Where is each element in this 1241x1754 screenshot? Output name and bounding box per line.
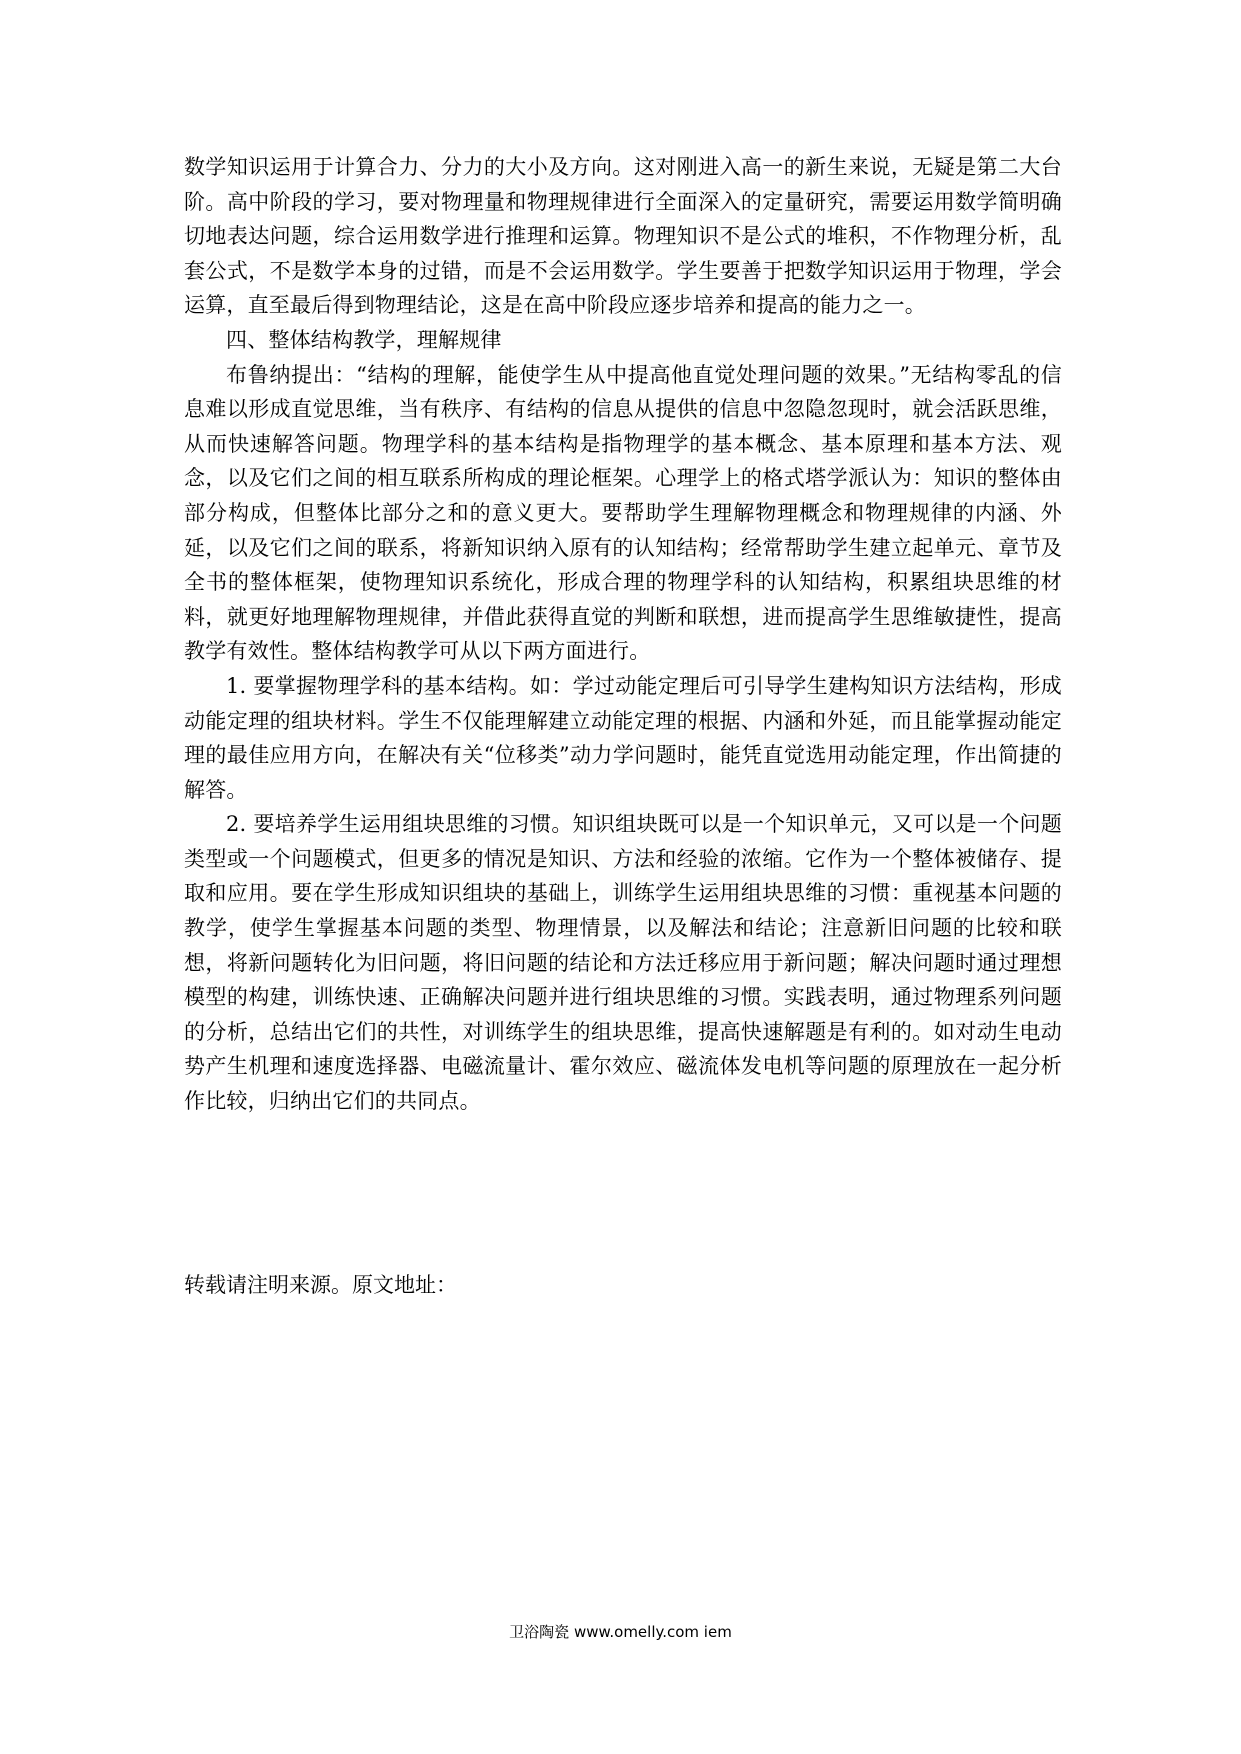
paragraph-math-application: 数学知识运用于计算合力、分力的大小及方向。这对刚进入高一的新生来说，无疑是第二大台阶。高中阶段的学习，要对物理量和物理规律进行全面深入的定量研究，需要运用数学简明确切地表达问题，综合运用数学进行推理和运算。物理知识不是公式的堆积，不作物理分析，乱套公式，不是数学本身的过错，而是不会运用数学。学生要善于把数学知识运用于物理，学会运算，直至最后得到物理结论，这是在高中阶段应逐步培养和提高的能力之一。: [184, 155, 1062, 318]
paragraph-point-1: 1. 要掌握物理学科的基本结构。如：学过动能定理后可引导学生建构知识方法结构，形成动能定理的组块材料。学生不仅能理解建立动能定理的根据、内涵和外延，而且能掌握动能定理的最佳应用方向，在解决有关“位移类”动力学问题时，能凭直觉选用动能定理，作出简捷的解答。: [184, 673, 1062, 802]
page-footer: 卫浴陶瓷 www.omelly.com iem: [509, 1623, 732, 1641]
paragraph-bruner-structure: 布鲁纳提出：“结构的理解，能使学生从中提高他直觉处理问题的效果。”无结构零乱的信息难以形成直觉思维，当有秩序、有结构的信息从提供的信息中忽隐忽现时，就会活跃思维，从而快速解答问题。物理学科的基本结构是指物理学的基本概念、基本原理和基本方法、观念，以及它们之间的相互联系所构成的理论框架。心理学上的格式塔学派认为：知识的整体由部分构成，但整体比部分之和的意义更大。要帮助学生理解物理概念和物理规律的内涵、外延，以及它们之间的联系，将新知识纳入原有的认知结构；经常帮助学生建立起单元、章节及全书的整体框架，使物理知识系统化，形成合理的物理学科的认知结构，积累组块思维的材料，就更好地理解物理规律，并借此获得直觉的判断和联想，进而提高学生思维敏捷性，提高教学有效性。整体结构教学可从以下两方面进行。: [184, 362, 1062, 664]
source-note: 转载请注明来源。原文地址：: [184, 1273, 457, 1297]
paragraph-point-2: 2. 要培养学生运用组块思维的习惯。知识组块既可以是一个知识单元，又可以是一个问题类型或一个问题模式，但更多的情况是知识、方法和经验的浓缩。它作为一个整体被储存、提取和应用。要在学生形成知识组块的基础上，训练学生运用组块思维的习惯：重视基本问题的教学，使学生掌握基本问题的类型、物理情景，以及解法和结论；注意新旧问题的比较和联想，将新问题转化为旧问题，将旧问题的结论和方法迁移应用于新问题；解决问题时通过理想模型的构建，训练快速、正确解决问题并进行组块思维的习惯。实践表明，通过物理系列问题的分析，总结出它们的共性，对训练学生的组块思维，提高快速解题是有利的。如对动生电动势产生机理和速度选择器、电磁流量计、霍尔效应、磁流体发电机等问题的原理放在一起分析作比较，归纳出它们的共同点。: [184, 812, 1062, 1114]
section-heading-overall-structure: 四、整体结构教学，理解规律: [226, 327, 502, 352]
article-body: [184, 150, 1062, 1119]
